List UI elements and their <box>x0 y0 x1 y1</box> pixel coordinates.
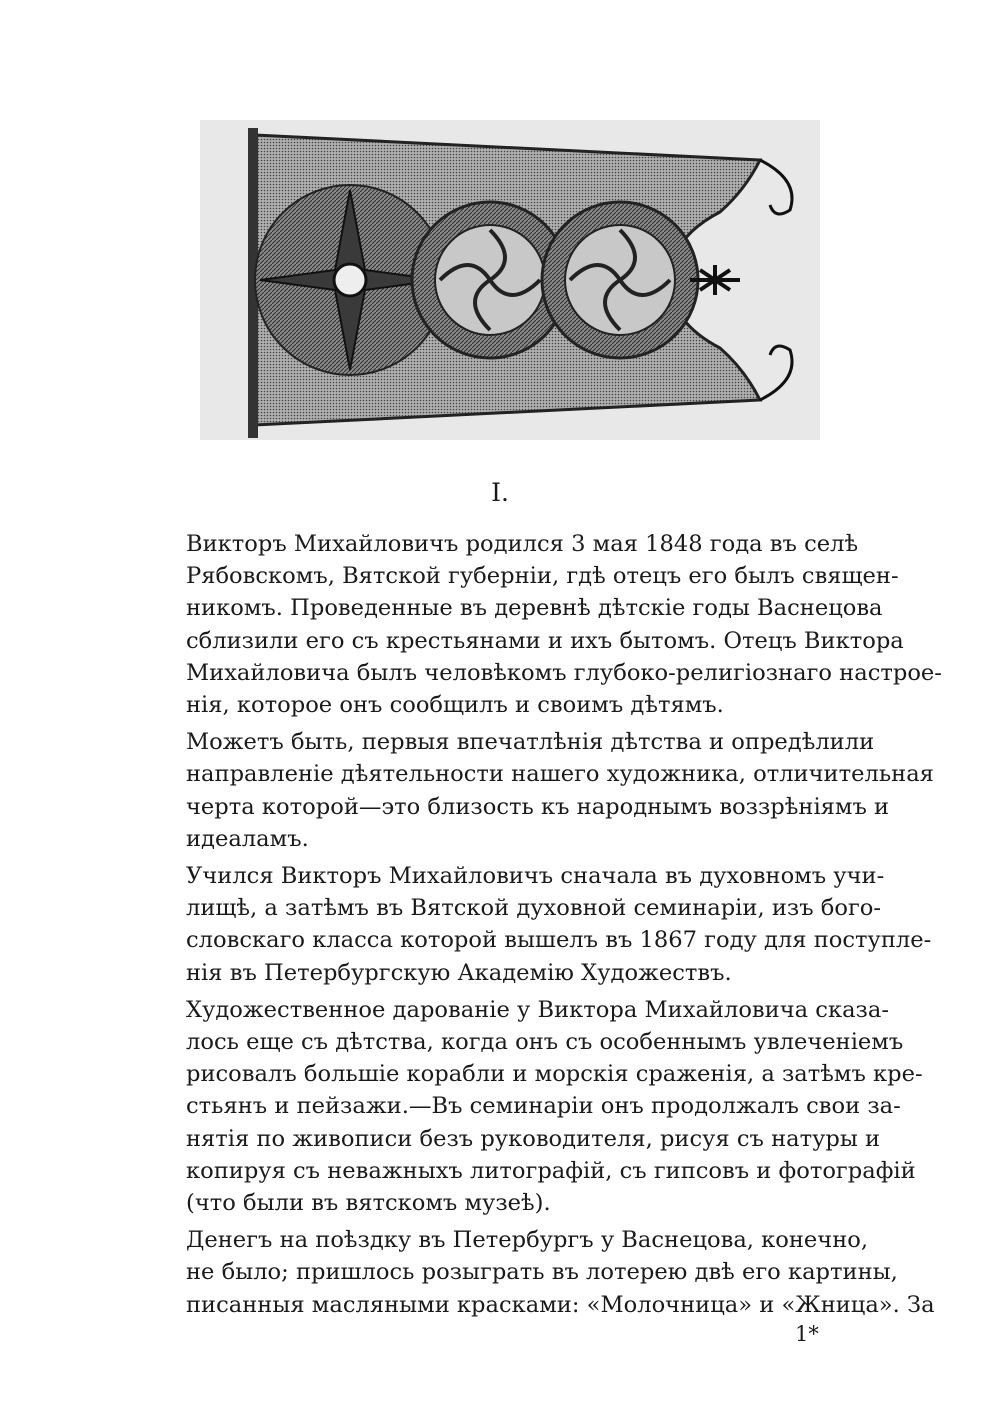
text-line: не было; пришлось розыграть въ лотерею двѣ его картины, <box>186 1259 898 1286</box>
text-line: (что были въ вятскомъ музеѣ). <box>186 1190 551 1217</box>
chapter-numeral: I. <box>491 478 509 507</box>
paragraph-2 <box>158 726 934 855</box>
text-line: словскаго класса которой вышелъ въ 1867 году для поступле- <box>186 927 932 954</box>
text-line: нія въ Петербургскую Академію Художествъ. <box>186 959 732 986</box>
text-line: Викторъ Михайловичъ родился 3 мая 1848 года въ селѣ <box>186 531 859 557</box>
text-line: писанныя масляными красками: «Молочница» и «Жница». За <box>186 1291 935 1318</box>
paragraph-5 <box>158 1224 935 1321</box>
text-line: направленіе дѣятельности нашего художника, отличительная <box>186 761 934 788</box>
text-line: нія, которое онъ сообщилъ и своимъ дѣтямъ. <box>186 692 724 719</box>
text-line: нятія по живописи безъ руководителя, рисуя съ натуры и <box>186 1125 881 1152</box>
medallion-ornament-2 <box>542 202 698 358</box>
paragraph-4 <box>158 994 923 1219</box>
text-line: копируя съ неважныхъ литографій, съ гипсовъ и фотографій <box>186 1157 916 1184</box>
text-line: Учился Викторъ Михайловичъ сначала въ духовномъ учи- <box>186 863 885 890</box>
text-line: лищѣ, а затѣмъ въ Вятской духовной семинаріи, изъ бого- <box>186 895 882 922</box>
text-line: стьянъ и пейзажи.—Въ семинаріи онъ продолжалъ свои за- <box>186 1093 901 1120</box>
text-line: Можетъ быть, первыя впечатлѣнія дѣтства и опредѣлили <box>186 729 875 756</box>
body-text <box>158 528 942 1326</box>
signature-mark: 1* <box>795 1322 819 1346</box>
text-line: лось еще съ дѣтства, когда онъ съ особеннымъ увлеченіемъ <box>186 1029 904 1056</box>
ornamental-headpiece <box>200 120 820 440</box>
text-line: черта которой—это близость къ народнымъ воззрѣніямъ и <box>186 793 890 820</box>
text-line: Рябовскомъ, Вятской губерніи, гдѣ отецъ его былъ священ- <box>186 563 899 590</box>
text-line: Михайловича былъ человѣкомъ глубоко-религіознаго настрое- <box>186 659 942 686</box>
paragraph-3 <box>158 860 932 989</box>
text-line: никомъ. Проведенные въ деревнѣ дѣтскіе годы Васнецова <box>186 595 883 622</box>
text-line: рисовалъ большіе корабли и морскія сраженія, а затѣмъ кре- <box>186 1061 923 1088</box>
text-line: сблизили его съ крестьянами и ихъ бытомъ. Отецъ Виктора <box>186 627 904 654</box>
text-line: идеаламъ. <box>186 825 309 852</box>
text-line: Денегъ на поѣздку въ Петербургъ у Васнецова, конечно, <box>186 1227 869 1254</box>
paragraph-1 <box>158 528 942 721</box>
text-line: Художественное дарованіе у Виктора Михайловича сказа- <box>186 996 889 1023</box>
